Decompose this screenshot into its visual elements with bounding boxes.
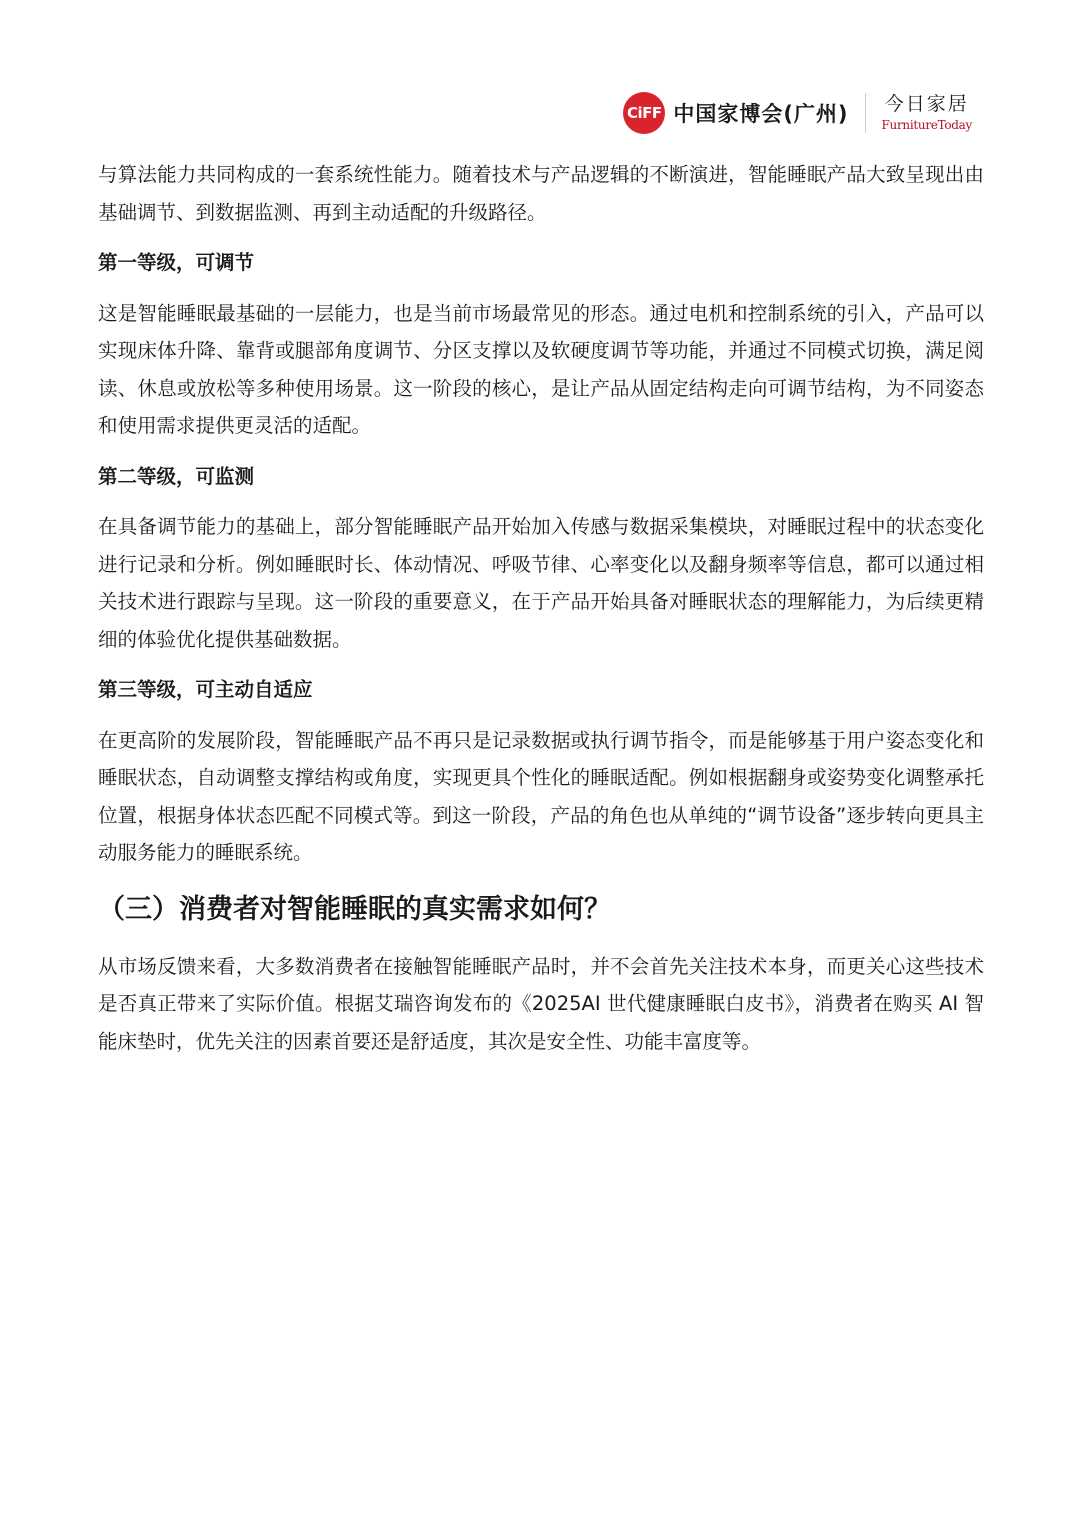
header-divider: [865, 93, 866, 133]
document-body: [98, 156, 984, 1060]
furniture-today-logo: [882, 95, 972, 131]
ciff-logo-icon: CiFF: [623, 92, 665, 134]
level3-heading: 第三等级，可主动自适应: [98, 678, 313, 701]
level1-paragraph: 这是智能睡眠最基础的一层能力，也是当前市场最常见的形态。通过电机和控制系统的引入，产品可以实现床体升降、靠背或腿部角度调节、分区支撑以及软硬度调节等功能，并通过不同模式切换，满足阅读、休息或放松等多种使用场景。这一阶段的核心，是让产品从固定结构走向可调节结构，为不同姿态和使用需求提供更灵活的适配。: [98, 301, 984, 437]
level1-heading: 第一等级，可调节: [98, 251, 255, 274]
level3-paragraph: 在更高阶的发展阶段，智能睡眠产品不再只是记录数据或执行调节指令，而是能够基于用户姿态变化和睡眠状态，自动调整支撑结构或角度，实现更具个性化的睡眠适配。例如根据翻身或姿势变化调整承托位置，根据身体状态匹配不同模式等。到这一阶段，产品的角色也从单纯的“调节设备”逐步转向更具主动服务能力的睡眠系统。: [98, 728, 984, 864]
page-header: [623, 92, 972, 134]
section-title: （三）消费者对智能睡眠的真实需求如何？: [98, 893, 611, 925]
furniture-today-cn: 今日家居: [884, 93, 969, 115]
intro-paragraph: 与算法能力共同构成的一套系统性能力。随着技术与产品逻辑的不断演进，智能睡眠产品大致呈现出由基础调节、到数据监测、再到主动适配的升级路径。: [98, 163, 984, 224]
level2-paragraph: 在具备调节能力的基础上，部分智能睡眠产品开始加入传感与数据采集模块，对睡眠过程中的状态变化进行记录和分析。例如睡眠时长、体动情况、呼吸节律、心率变化以及翻身频率等信息，都可以通过相关技术进行跟踪与呈现。这一阶段的重要意义，在于产品开始具备对睡眠状态的理解能力，为后续更精细的体验优化提供基础数据。: [98, 515, 984, 651]
furniture-today-en: FurnitureToday: [881, 118, 972, 132]
level2-heading: 第二等级，可监测: [98, 464, 255, 488]
ciff-name: 中国家博会(广州): [673, 102, 849, 126]
section-paragraph: 从市场反馈来看，大多数消费者在接触智能睡眠产品时，并不会首先关注技术本身，而更关心这些技术是否真正带来了实际价值。根据艾瑞咨询发布的《2025AI 世代健康睡眠白皮书》，消费者在购买 AI 智能床垫时，优先关注的因素首要还是舒适度，其次是安全性、功能丰富度等。: [98, 954, 984, 1053]
